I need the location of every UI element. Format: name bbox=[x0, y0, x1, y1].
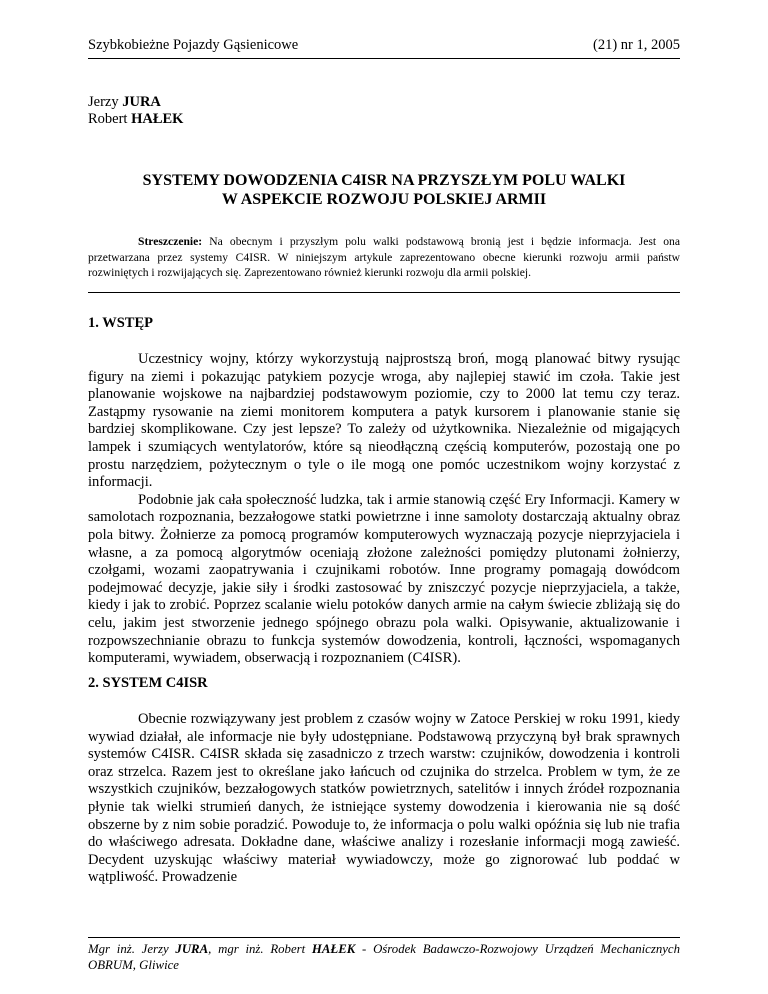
footnote-author-1-prefix: Mgr inż. Jerzy bbox=[88, 942, 176, 956]
author-1-first: Jerzy bbox=[88, 94, 119, 110]
author-1-last: JURA bbox=[122, 94, 161, 110]
footnote-author-2-prefix: , mgr inż. Robert bbox=[208, 942, 312, 956]
issue-number: (21) nr 1, 2005 bbox=[593, 37, 680, 53]
section-heading-2: 2. SYSTEM C4ISR bbox=[88, 675, 208, 691]
journal-name: Szybkobieżne Pojazdy Gąsienicowe bbox=[88, 37, 299, 53]
author-2-last: HAŁEK bbox=[131, 111, 184, 127]
author-2 bbox=[88, 111, 183, 128]
document-page bbox=[88, 0, 680, 994]
footnote-rule bbox=[88, 937, 680, 938]
author-1 bbox=[88, 94, 183, 111]
footnote-author-1-last: JURA bbox=[175, 942, 209, 956]
author-2-first: Robert bbox=[88, 111, 128, 127]
section-1-paragraph-2: Podobnie jak cała społeczność ludzka, tak i armie stanowią część Ery Informacji. Kamery w samolotach rozpoznania, bezzałogowe statki powietrzne i inne samoloty dostarczają aktualny obraz pola bitwy. Żołnierze za pomocą programów komputerowych wyznaczają pozycje nieprzyjaciela i własne, a za pomocą algorytmów oceniają złożone zależności pomiędzy plutonami żołnierzy, czołgami, wozami zaopatrywania i czujnikami robotów. Inne programy pomagają dowódcom podejmować decyzje, jakie siły i środki zastosować by zniszczyć pozycje nieprzyjaciela, a także, kiedy i jak to zrobić. Poprzez scalanie wielu potoków danych armie na całym świecie zbliżają się do celu, jakim jest stworzenie jednego spójnego obrazu pola walki. Opisywanie, aktualizowanie i rozpowszechnianie obrazu to funkcja systemów dowodzenia, kontroli, łączności, wspomaganych komputerami, wywiadem, obserwacją i rozpoznaniem (C4ISR). bbox=[88, 491, 680, 667]
section-2-body bbox=[88, 711, 680, 887]
footnote-author-2-last: HAŁEK bbox=[311, 942, 356, 956]
footnote-affiliation: - Ośrodek Badawczo-Rozwojowy Urządzeń Mechanicznych OBRUM, Gliwice bbox=[88, 942, 680, 972]
abstract-text: Na obecnym i przyszłym polu walki podstawową bronią jest i będzie informacja. Jest ona przetwarzana przez systemy C4ISR. W niniejszym artykule zaprezentowano obecne kierunki rozwoju armii państw rozwiniętych i rozwijających się. Zaprezentowano również kierunki rozwoju dla armii polskiej. bbox=[88, 235, 680, 279]
section-2-paragraph-1: Obecnie rozwiązywany jest problem z czasów wojny w Zatoce Perskiej w roku 1991, kiedy wywiad działał, ale informacje nie były udostępniane. Podstawową przyczyną był brak sprawnych systemów C4ISR. C4ISR składa się zasadniczo z trzech warstw: czujników, dowodzenia i kontroli oraz strzelca. Razem jest to określane jako łańcuch od czujnika do strzelca. Problem w tym, że ze wszystkich czujników, bezzałogowych statków powietrznych, satelitów i innych źródeł rozpoznania płynie tak wielki strumień danych, że istniejące systemy dowodzenia i kierowania nie są dość obszerne by z nim sobie poradzić. Powoduje to, że informacja o polu walki opóźnia się lub nie trafia do właściwego adresata. Dokładne dane, właściwe analizy i rozesłanie informacji mogą zawieść. Decydent uzyskując właściwy materiał wywiadowczy, może go zignorować lub poddać w wątpliwość. Prowadzenie bbox=[88, 711, 680, 886]
section-1-body bbox=[88, 351, 680, 668]
paper-title bbox=[88, 171, 680, 209]
author-list bbox=[88, 94, 183, 128]
header-rule bbox=[88, 58, 680, 59]
author-affiliation-footnote bbox=[88, 941, 680, 973]
title-line-1: SYSTEMY DOWODZENIA C4ISR NA PRZYSZŁYM POLU WALKI bbox=[142, 172, 626, 189]
section-heading-1: 1. WSTĘP bbox=[88, 315, 154, 331]
abstract-rule bbox=[88, 292, 680, 293]
abstract-paragraph bbox=[88, 234, 680, 281]
abstract-label: Streszczenie: bbox=[138, 235, 203, 248]
title-line-2: W ASPEKCIE ROZWOJU POLSKIEJ ARMII bbox=[221, 191, 547, 208]
section-1-paragraph-1: Uczestnicy wojny, którzy wykorzystują najprostszą broń, mogą planować bitwy rysując figury na ziemi i pokazując patykiem pozycje wroga, aby najlepiej stawić im czoła. Takie jest planowanie wojskowe na najbardziej podstawowym poziomie, czy to 2000 lat temu czy teraz. Zastąpmy rysowanie na ziemi monitorem komputera a patyk kursorem i planowanie stanie się bardziej skomplikowane. Czy jest lepsze? To zależy od użytkownika. Niezależnie od migających lampek i szumiących wentylatorów, które są nieodłączną częścią komputerów, pozostają one po prostu narzędziem, pożytecznym o tyle o ile mogą one pomóc uczestnikom wojny korzystać z informacji. bbox=[88, 351, 680, 491]
abstract bbox=[88, 234, 680, 281]
